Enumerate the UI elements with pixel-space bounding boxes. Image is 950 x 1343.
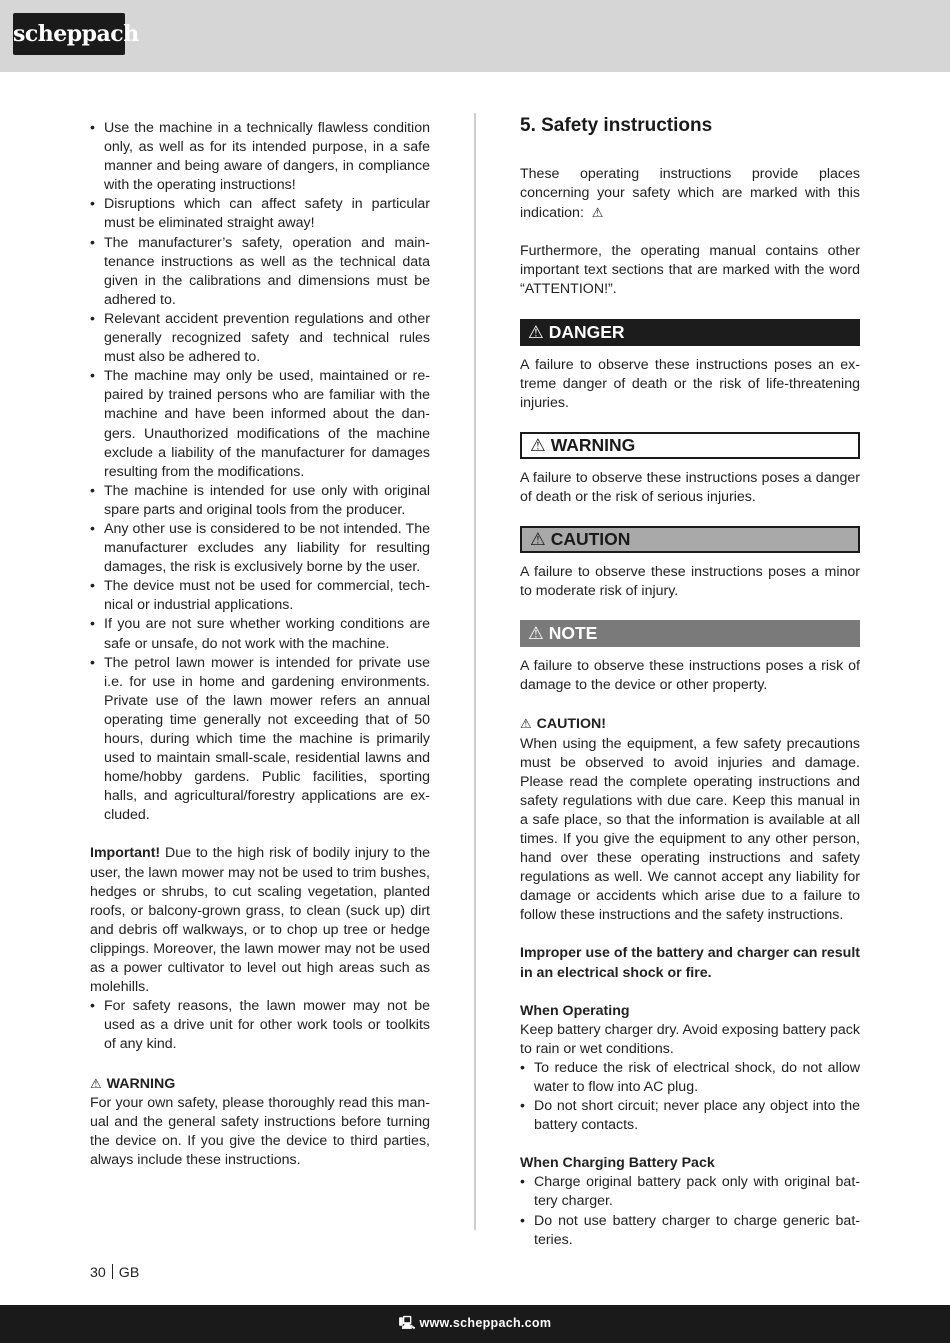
left-column [90,119,430,1170]
attention-paragraph: Furthermore, the operating manual contains other important text sections that are marked with the word “ATTENTION!”. [520,243,860,298]
warning-triangle-icon: ⚠ [90,1075,102,1091]
danger-banner: ⚠ DANGER [520,319,860,346]
list-item: • Disruptions which can affect safety in particular must be eliminated straight away! [90,195,430,233]
list-item: • The device must not be used for commercial, technical or industrial applications. [90,577,430,615]
warning-triangle-icon: ⚠ [530,434,546,455]
right-column [520,114,860,1250]
list-item: • Any other use is considered to be not intended. The manufacturer excludes any liability for resulting damages, the risk is exclusively borne by the user. [90,520,430,577]
warning-description: A failure to observe these instructions poses a danger of death or the risk of serious injuries. [520,469,860,505]
note-description: A failure to observe these instructions poses a risk of damage to the device or other property. [520,658,860,694]
warning-triangle-icon: ⚠ [520,716,532,732]
scheppach-logo: scheppach [13,13,125,55]
usage-bullet-list [90,119,430,825]
list-item: • To reduce the risk of electrical shock, do not allow water to flow into AC plug. [520,1059,860,1097]
computer-icon: 🖳 [398,1316,416,1330]
page-number: 30 GB [90,1265,140,1281]
warning-heading: ⚠ WARNING [90,1075,176,1092]
list-item: • Relevant accident prevention regulations and other generally recognized safety and technical rules must also be adhered to. [90,310,430,367]
list-item: • The machine is intended for use only with original spare parts and original tools from the producer. [90,482,430,520]
caution-paragraph: When using the equipment, a few safety precautions must be observed to avoid injuries and damage. Please read the complete operating instructions and safety regulations with due care. Keep this manual in a safe place, so that the information is available at all times. If you give the equipment to any other person, hand over these operating instructions and safety regulations as well. We cannot accept any liability for damage or accidents which arise due to a failure to follow these instructions and the safety instructions. [520,735,860,924]
caution-banner: ⚠ CAUTION [520,526,860,553]
when-charging-heading: When Charging Battery Pack [520,1155,715,1172]
warning-triangle-icon: ⚠ [591,205,604,221]
warning-banner: ⚠ WARNING [520,432,860,459]
list-item: • Do not use battery charger to charge generic batteries. [520,1212,860,1250]
list-item: • For safety reasons, the lawn mower may not be used as a drive unit for other work tools or toolkits of any kind. [90,997,430,1054]
list-item: • If you are not sure whether working conditions are safe or unsafe, do not work with the machine. [90,615,430,653]
important-paragraph [90,844,430,997]
column-divider [474,113,476,1230]
warning-triangle-icon: ⚠ [528,623,544,644]
warning-paragraph: For your own safety, please thoroughly read this manual and the general safety instructions before turning the device on. If you give the device to third parties, always include these instructions. [90,1094,430,1168]
list-item: • The manufacturer’s safety, operation and maintenance instructions as well as the technical data given in the calibrations and dimensions must be adhered to. [90,234,430,310]
caution-heading: ⚠ CAUTION! [520,716,607,733]
list-item: • The machine may only be used, maintained or repaired by trained persons who are familiar with the machine and have been informed about the dangers. Unauthorized modifications of the machine exclude a liability of the manufacturer for damages resulting from the modifications. [90,367,430,482]
drive-unit-bullet-list [90,997,430,1054]
important-label: Important! [90,845,161,862]
charging-bullet-list [520,1173,860,1249]
section-title: 5. Safety instructions [520,115,713,136]
website-link[interactable]: www.scheppach.com [419,1316,552,1330]
list-item: • Charge original battery pack only with original battery charger. [520,1173,860,1211]
note-banner: ⚠ NOTE [520,620,860,647]
battery-warning-paragraph: Improper use of the battery and charger can result in an electrical shock or fire. [520,945,860,981]
page-footer [0,1305,950,1343]
warning-triangle-icon: ⚠ [530,529,546,550]
intro-paragraph: These operating instructions provide places concerning your safety which are marked with this indication: ⚠ [520,166,860,222]
page-header [0,0,950,72]
caution-description: A failure to observe these instructions poses a minor to moderate risk of injury. [520,564,860,600]
list-item: • Do not short circuit; never place any object into the battery contacts. [520,1097,860,1135]
when-operating-heading: When Operating [520,1002,630,1019]
when-operating-paragraph: Keep battery charger dry. Avoid exposing battery pack to rain or wet conditions. [520,1021,860,1057]
warning-triangle-icon: ⚠ [528,321,544,342]
list-item: • Use the machine in a technically flawless condition only, as well as for its intended purpose, in a safe manner and being aware of dangers, in compliance with the operating instructions! [90,119,430,195]
list-item: • The petrol lawn mower is intended for private use i.e. for use in home and gardening environments. Private use of the lawn mower refers an annual operating time generally not exceeding that of 50 hours, during which time the machine is primarily used to maintain small-scale, residential lawns and home/hobby gardens. Public facilities, sporting halls, and agricultural/forestry applications are excluded. [90,654,430,826]
operating-bullet-list [520,1059,860,1135]
danger-description: A failure to observe these instructions poses an extreme danger of death or the risk of life-threatening injuries. [520,356,860,411]
important-text: Due to the high risk of bodily injury to the user, the lawn mower may not be used to trim bushes, hedges or shrubs, to cut scaling vegetation, planted roofs, or balcony-grown grass, to clean (suck up) dirt and debris off walkways, or to chop up tree or hedge clippings. Moreover, the lawn mower may not be used as a power cultivator to level out high areas such as molehills. [90,845,430,996]
